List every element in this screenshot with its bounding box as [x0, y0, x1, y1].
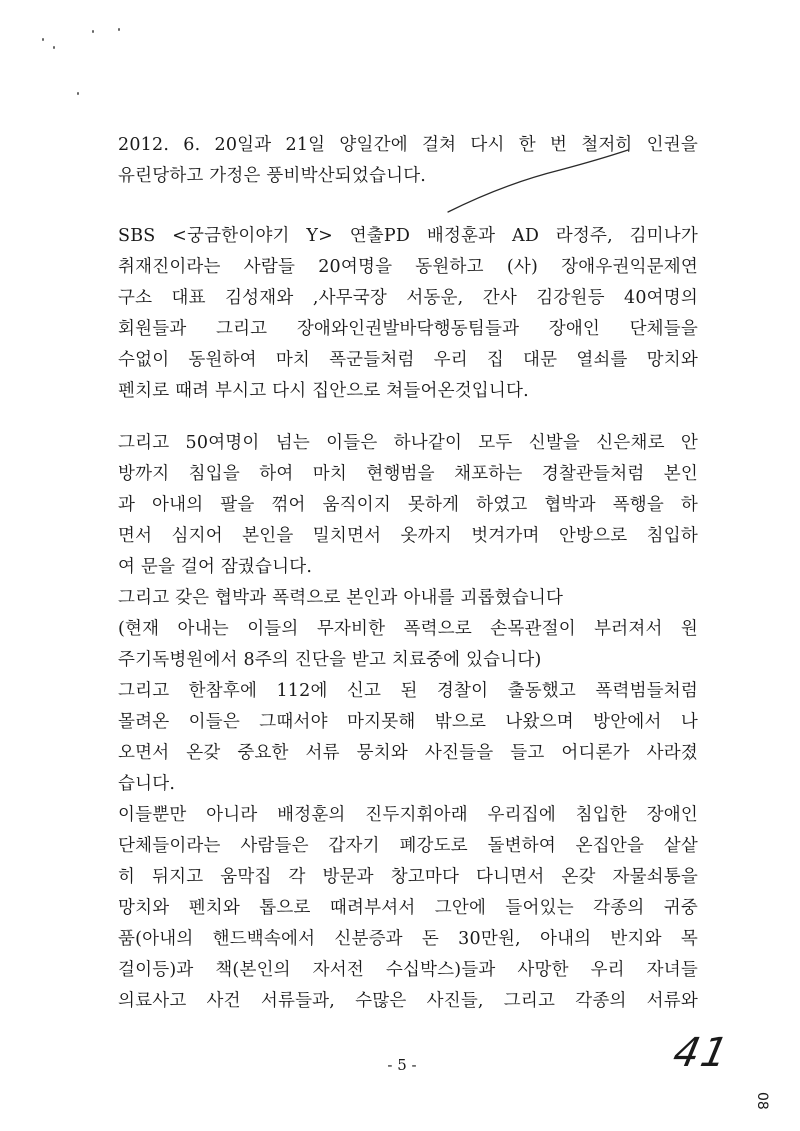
text-line: 회원들과 그리고 장애와인권발바닥행동팀들과 장애인 단체들을 [118, 319, 698, 339]
text-line: 이들뿐만 아니라 배정훈의 진두지휘아래 우리집에 침입한 장애인 [118, 805, 698, 825]
text-line: 과 아내의 팔을 꺾어 움직이지 못하게 하였고 협박과 폭행을 하 [118, 495, 698, 515]
text-line: 단체들이라는 사람들은 갑자기 폐강도로 돌변하여 온집안을 샅샅 [118, 836, 698, 856]
text-line: 그리고 갖은 협박과 폭력으로 본인과 아내를 괴롭혔습니다 [118, 588, 564, 608]
text-line: 방까지 침입을 하여 마치 현행범을 채포하는 경찰관들처럼 본인 [118, 464, 698, 484]
paragraph-1 [118, 130, 698, 192]
text-line: 몰려온 이들은 그때서야 마지못해 밖으로 나왔으며 방안에서 나 [118, 712, 698, 732]
text-line: (현재 아내는 이들의 무자비한 폭력으로 손목관절이 부러져서 원 [118, 619, 698, 639]
scan-speck [42, 38, 44, 41]
text-line: 그리고 50여명이 넘는 이들은 하나같이 모두 신발을 신은채로 안 [118, 433, 698, 453]
text-line: 주기독병원에서 8주의 진단을 받고 치료중에 있습니다) [118, 650, 542, 670]
text-line: 펜치로 때려 부시고 다시 집안으로 쳐들어온것입니다. [118, 381, 529, 401]
text-line: 걸이등)과 책(본인의 자서전 수십박스)들과 사망한 우리 자녀들 [118, 960, 698, 980]
text-line: 수없이 동원하여 마치 폭군들처럼 우리 집 대문 열쇠를 망치와 [118, 350, 698, 370]
text-line: 여 문을 걸어 잠궜습니다. [118, 557, 313, 577]
handwritten-page-number: 41 [669, 1030, 734, 1076]
paragraph-2 [118, 221, 698, 407]
text-line: 유린당하고 가정은 풍비박산되었습니다. [118, 166, 427, 186]
margin-mark: 08 [754, 1092, 770, 1110]
scan-speck [92, 30, 94, 33]
text-line: 망치와 펜치와 톱으로 때려부셔서 그안에 들어있는 각종의 귀중 [118, 898, 698, 918]
text-line: SBS <궁금한이야기 Y> 연출PD 배정훈과 AD 라정주, 김미나가 [118, 226, 698, 246]
page-number: - 5 - [387, 1056, 417, 1074]
scan-speck [118, 28, 120, 31]
scan-speck [53, 46, 55, 49]
scan-speck [77, 92, 79, 95]
text-line: 2012. 6. 20일과 21일 양일간에 걸쳐 다시 한 번 철저히 인권을 [118, 135, 698, 155]
text-line: 히 뒤지고 움막집 각 방문과 창고마다 다니면서 온갖 자물쇠통을 [118, 867, 698, 887]
text-line: 습니다. [118, 774, 176, 794]
text-line: 오면서 온갖 중요한 서류 뭉치와 사진들을 들고 어디론가 사라졌 [118, 743, 698, 763]
text-line: 그리고 한참후에 112에 신고 된 경찰이 출동했고 폭력범들처럼 [118, 681, 698, 701]
text-line: 면서 심지어 본인을 밀치면서 옷까지 벗겨가며 안방으로 침입하 [118, 526, 698, 546]
text-line: 구소 대표 김성재와 ,사무국장 서동운, 간사 김강원등 40여명의 [118, 288, 698, 308]
text-line: 취재진이라는 사람들 20여명을 동원하고 (사) 장애우권익문제연 [118, 257, 698, 277]
text-line: 의료사고 사건 서류들과, 수많은 사진들, 그리고 각종의 서류와 [118, 991, 698, 1011]
text-line: 품(아내의 핸드백속에서 신분증과 돈 30만원, 아내의 반지와 목 [118, 929, 698, 949]
paragraph-3 [118, 428, 698, 1017]
